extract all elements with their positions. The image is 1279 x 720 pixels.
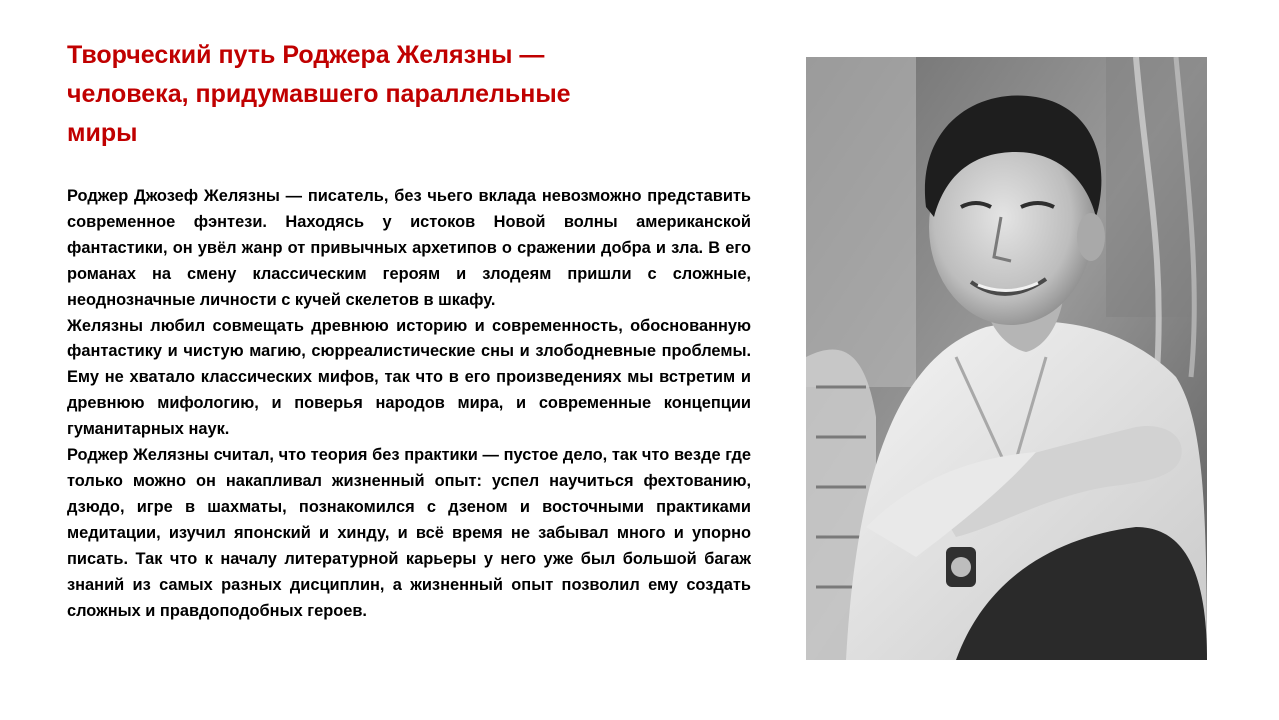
slide-title: Творческий путь Роджера Желязны — человека, придумавшего параллельные миры (67, 41, 571, 147)
portrait-photo (806, 57, 1207, 660)
portrait-photo-icon (806, 57, 1207, 660)
paragraph-experience: Роджер Желязны считал, что теория без практики — пустое дело, так что везде где только можно он накапливал жизненный опыт: успел научиться фехтованию, дзюдо, игре в шахматы, познакомился с дзеном и восточными практиками медитации, изучил японский и хинду, и всё время не забывал много и упорно писать. Так что к началу литературной карьеры у него уже был большой багаж знаний из самых разных дисциплин, а жизненный опыт позволил ему создать сложных и правдоподобных героев. (67, 446, 751, 620)
paragraph-style: Желязны любил совмещать древнюю историю и современность, обоснованную фантастику и чистую магию, сюрреалистические сны и злободневные проблемы. Ему не хватало классических мифов, так что в его произведениях мы встретим и древнюю мифологию, и поверья народов мира, и современные концепции гуманитарных наук. (67, 316, 751, 439)
paragraph-intro: Роджер Джозеф Желязны — писатель, без чьего вклада невозможно представить современное фэнтези. Находясь у истоков Новой волны американской фантастики, он увёл жанр от привычных архетипов о сражении добра и зла. В его романах на смену классическим героям и злодеям пришли с сложные, неоднозначные личности с кучей скелетов в шкафу. (67, 187, 751, 309)
body-text (67, 184, 751, 624)
